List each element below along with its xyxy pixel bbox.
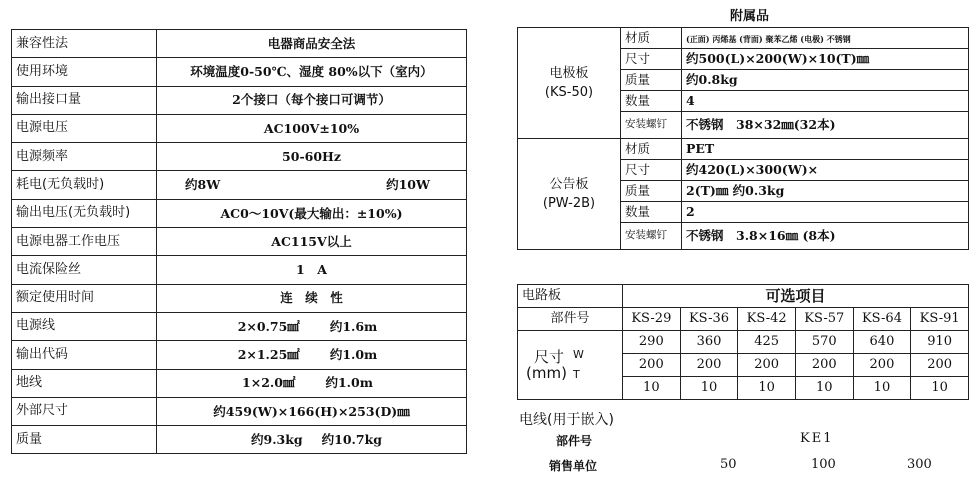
label-mass: 质量	[621, 70, 682, 91]
opt-cell: 10	[738, 377, 796, 400]
opt-cell: 910	[911, 331, 969, 354]
notice-screw: 不锈钢 3.8×16㎜ (8本)	[682, 223, 969, 250]
spec-key: 质量	[12, 426, 157, 454]
opt-part: KS-29	[623, 308, 681, 331]
spec-value: AC115V以上	[157, 228, 467, 256]
spec-row	[12, 256, 467, 284]
opt-cell: 10	[680, 377, 738, 400]
notice-size: 约420(L)×300(W)×	[682, 160, 969, 181]
wire-unit: 300	[907, 457, 932, 472]
spec-row	[12, 369, 467, 397]
electrode-mass: 约0.8kg	[682, 70, 969, 91]
spec-value: 2个接口（每个接口可调节）	[157, 86, 467, 114]
spec-key: 额定使用时间	[12, 284, 157, 312]
wire-unit-label: 销售单位	[549, 459, 598, 473]
spec-row	[12, 143, 467, 171]
wire-unit: 100	[811, 457, 836, 472]
opt-part: KS-57	[795, 308, 853, 331]
spec-value: 1 A	[157, 256, 467, 284]
electrode-qty: 4	[682, 91, 969, 112]
opt-size-label: 尺寸 (mm) W T	[518, 331, 623, 400]
opt-title: 可选项目	[623, 285, 969, 308]
opt-part: KS-42	[738, 308, 796, 331]
label-screw: 安装螺钉	[621, 112, 682, 139]
accessories-title: 附属品	[730, 9, 770, 24]
opt-part: KS-91	[911, 308, 969, 331]
opt-cell: 570	[795, 331, 853, 354]
spec-value-1: 约8W	[185, 177, 221, 193]
spec-row	[12, 341, 467, 369]
spec-key: 兼容性法	[12, 30, 157, 58]
accessories-table	[517, 27, 969, 250]
label-material: 材质	[621, 28, 682, 49]
opt-cell: 10	[623, 377, 681, 400]
spec-key: 地线	[12, 369, 157, 397]
spec-key: 输出接口量	[12, 86, 157, 114]
opt-cell: 200	[853, 354, 911, 377]
spec-row	[12, 30, 467, 58]
spec-row	[12, 397, 467, 425]
spec-table	[11, 29, 467, 454]
wire-title: 电线(用于嵌入)	[519, 412, 614, 428]
notice-size-mass: 2(T)㎜ 约0.3kg	[682, 181, 969, 202]
opt-header-part: 部件号	[518, 308, 623, 331]
optional-table	[517, 284, 969, 400]
electrode-name: 电极板 (KS-50)	[518, 28, 621, 139]
spec-row	[12, 312, 467, 340]
opt-cell: 200	[623, 354, 681, 377]
opt-parts-row	[518, 308, 969, 331]
electrode-size: 约500(L)×200(W)×10(T)㎜	[682, 49, 969, 70]
spec-row	[12, 284, 467, 312]
spec-value: 环境温度0-50℃、湿度 80%以下（室内）	[157, 58, 467, 86]
wire-part-value: KE1	[800, 431, 834, 446]
notice-name: 公告板 (PW-2B)	[518, 139, 621, 250]
label-screw: 安装螺钉	[621, 223, 682, 250]
opt-cell: 425	[738, 331, 796, 354]
spec-key: 使用环境	[12, 58, 157, 86]
spec-value: AC0～10V(最大输出：±10%)	[157, 199, 467, 227]
label-size: 尺寸	[621, 160, 682, 181]
spec-value-1: 约9.3kg	[251, 431, 303, 447]
spec-row	[12, 426, 467, 454]
spec-value-2: 约1.0m	[329, 347, 378, 363]
spec-value-2: 约10W	[386, 177, 430, 193]
spec-value-2: 约1.0m	[325, 375, 373, 391]
opt-cell: 360	[680, 331, 738, 354]
spec-row	[12, 114, 467, 142]
wire-part-label: 部件号	[556, 434, 593, 448]
spec-row	[12, 86, 467, 114]
spec-key: 耗电(无负载时)	[12, 171, 157, 199]
spec-row	[12, 199, 467, 227]
opt-cell: 200	[795, 354, 853, 377]
spec-key: 电源频率	[12, 143, 157, 171]
spec-value-2: 约1.6m	[329, 318, 378, 334]
opt-cell: 290	[623, 331, 681, 354]
opt-cell: 640	[853, 331, 911, 354]
spec-value-1: 2×1.25㎟	[237, 347, 300, 363]
opt-row-l	[518, 331, 969, 354]
spec-value-1: 1×2.0㎟	[242, 375, 296, 391]
spec-key: 外部尺寸	[12, 397, 157, 425]
notice-qty: 2	[682, 202, 969, 223]
label-material: 材质	[621, 139, 682, 160]
label-qty: 数量	[621, 202, 682, 223]
spec-value-1: 2×0.75㎟	[237, 318, 300, 334]
opt-cell: 10	[853, 377, 911, 400]
label-qty: 数量	[621, 91, 682, 112]
spec-value: 连 续 性	[157, 284, 467, 312]
opt-cell: 200	[911, 354, 969, 377]
electrode-screw: 不锈钢 38×32㎜(32本)	[682, 112, 969, 139]
spec-row	[12, 58, 467, 86]
opt-part: KS-64	[853, 308, 911, 331]
spec-value: 电器商品安全法	[157, 30, 467, 58]
opt-cell: 10	[911, 377, 969, 400]
opt-cell: 10	[795, 377, 853, 400]
opt-part: KS-36	[680, 308, 738, 331]
label-mass: 质量	[621, 181, 682, 202]
opt-header-board: 电路板	[518, 285, 623, 308]
notice-material: PET	[682, 139, 969, 160]
spec-key: 输出电压(无负载时)	[12, 199, 157, 227]
electrode-material: (正面) 丙烯基 (背面) 聚苯乙烯 (电极) 不锈钢	[682, 28, 969, 49]
spec-key: 输出代码	[12, 341, 157, 369]
spec-value-2: 约10.7kg	[321, 431, 382, 447]
spec-row	[12, 228, 467, 256]
spec-key: 电源电压	[12, 114, 157, 142]
opt-cell: 200	[680, 354, 738, 377]
spec-value: AC100V±10%	[157, 114, 467, 142]
spec-value: 50-60Hz	[157, 143, 467, 171]
label-size: 尺寸	[621, 49, 682, 70]
spec-value: 约459(W)×166(H)×253(D)㎜	[157, 397, 467, 425]
spec-key: 电流保险丝	[12, 256, 157, 284]
opt-cell: 200	[738, 354, 796, 377]
spec-key: 电源线	[12, 312, 157, 340]
spec-row	[12, 171, 467, 199]
spec-key: 电源电器工作电压	[12, 228, 157, 256]
wire-unit: 50	[720, 457, 737, 472]
